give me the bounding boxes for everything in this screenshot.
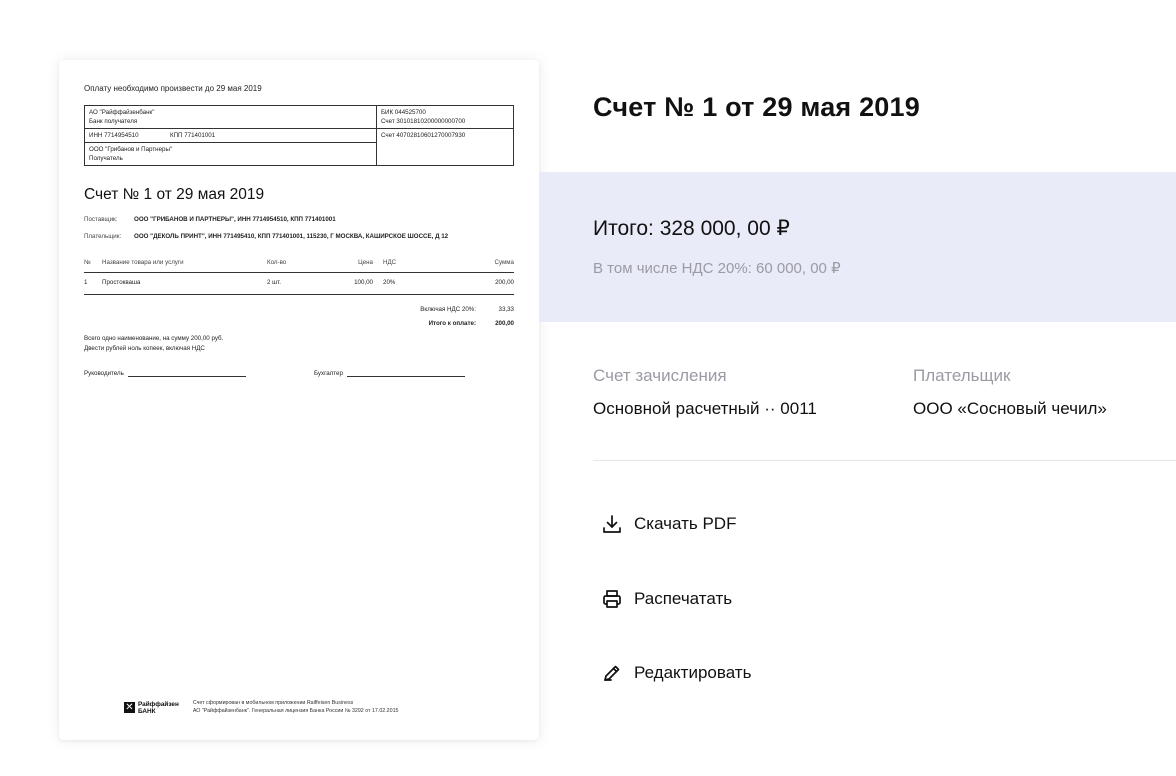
printer-icon (601, 588, 623, 610)
bank-name: АО "Райффайзенбанк" (89, 109, 155, 116)
recipient-account: Счет 40702810601270007930 (381, 132, 466, 139)
items-table (84, 259, 514, 295)
account-value: Основной расчетный ·· 0011 (593, 399, 817, 418)
document-title: Счет № 1 от 29 мая 2019 (84, 186, 265, 203)
logo-line-1: Райффайзен (138, 700, 179, 708)
footer-line-2: АО "Райффайзенбанк". Генеральная лицензия Банка России № 3292 от 17.02.2015 (192, 707, 399, 714)
total-vat: В том числе НДС 20%: 60 000, 00 ₽ (593, 260, 841, 277)
table-row (84, 273, 514, 295)
payer-value: ООО "ДЕКОЛЬ ПРИНТ", ИНН 771495410, КПП 771401001, 115230, Г МОСКВА, КАШИРСКОЕ ШОССЕ, Д 12 (134, 233, 449, 240)
bank-logo (124, 701, 179, 715)
recipient-kpp: КПП 771401001 (169, 132, 216, 139)
recipient-caption: Получатель (89, 155, 123, 162)
item-qty: 2 шт. (267, 273, 337, 295)
director-label: Руководитель (84, 370, 124, 377)
recipient-inn: ИНН 7714954510 (89, 132, 139, 139)
logo-mark-icon: ✕ (125, 702, 134, 713)
col-price: Цена (337, 259, 373, 273)
item-num: 1 (84, 273, 102, 295)
logo-line-2: БАНК (138, 707, 156, 715)
total-due-label: Итого к оплате: (428, 320, 476, 327)
document-footer (124, 700, 398, 715)
bank-details-table (84, 105, 514, 166)
invoice-preview (59, 60, 539, 740)
summary-text (84, 334, 514, 354)
col-name: Название товара или услуги (102, 259, 267, 273)
download-icon (601, 513, 623, 535)
accountant-signature-line (347, 368, 465, 377)
item-vat: 20% (373, 273, 397, 295)
page-title: Счет № 1 от 29 мая 2019 (593, 92, 920, 122)
col-vat: НДС (373, 259, 397, 273)
item-sum: 200,00 (397, 273, 514, 295)
payer-label: Плательщик: (84, 233, 122, 240)
account-label: Счет зачисления (593, 366, 727, 385)
payer-row (84, 232, 514, 241)
pencil-icon (601, 662, 623, 684)
vat-included-value: 33,33 (498, 306, 514, 313)
bank-corr-account: Счет 30101810200000000700 (381, 118, 466, 125)
edit-label: Редактировать (634, 663, 752, 682)
bank-bik: БИК 044525700 (381, 109, 426, 116)
vat-included-label: Включая НДС 20%: (420, 306, 476, 313)
summary-line-1: Всего одно наименование, на сумму 200,00 руб. (84, 335, 224, 342)
print-button[interactable] (601, 588, 732, 610)
supplier-value: ООО "ГРИБАНОВ И ПАРТНЕРЫ", ИНН 7714954510, КПП 771401001 (134, 216, 336, 223)
edit-button[interactable] (601, 662, 751, 684)
total-amount: Итого: 328 000, 00 ₽ (593, 217, 790, 240)
item-price: 100,00 (337, 273, 373, 295)
summary-line-2: Двести рублей ноль копеек, включая НДС (84, 345, 205, 352)
supplier-label: Поставщик: (84, 216, 118, 223)
payer-field-label: Плательщик (913, 366, 1011, 385)
download-pdf-button[interactable] (601, 513, 736, 535)
director-signature-line (128, 368, 246, 377)
payer-field-value: ООО «Сосновый чечил» (913, 399, 1107, 418)
item-name: Простоквашa (102, 273, 267, 295)
total-due-value: 200,00 (495, 320, 514, 327)
pay-by-note: Оплату необходимо произвести до 29 мая 2019 (84, 84, 262, 93)
download-pdf-label: Скачать PDF (634, 514, 737, 533)
col-num: № (84, 259, 102, 273)
totals-block (84, 305, 514, 328)
recipient-name: ООО "Грибанов и Партнеры" (89, 146, 173, 153)
bank-name-caption: Банк получателя (89, 118, 138, 125)
col-qty: Кол-во (267, 259, 337, 273)
divider (593, 460, 1176, 461)
col-sum: Сумма (397, 259, 514, 273)
supplier-row (84, 215, 514, 224)
footer-line-1: Счет сформирован в мобильном приложении Raiffeisen Business (192, 700, 354, 706)
print-label: Распечатать (634, 589, 733, 608)
signatures (84, 368, 514, 377)
total-summary (539, 172, 1176, 322)
accountant-label: Бухгалтер (314, 370, 343, 377)
